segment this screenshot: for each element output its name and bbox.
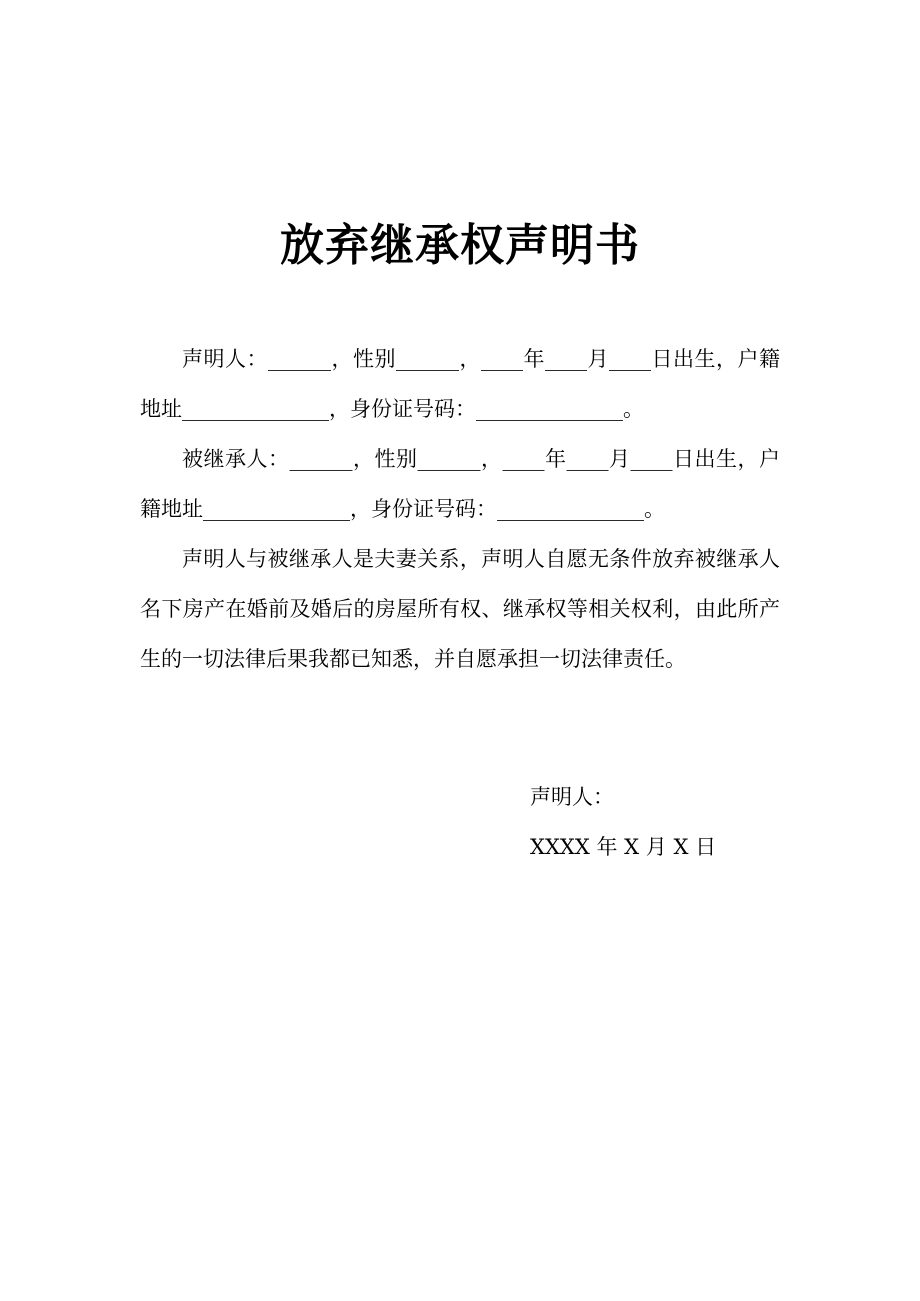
document-body — [140, 334, 780, 684]
paragraph-decedent-info: 被继承人：______，性别______，____年____月____日出生，户籍地址______________，身份证号码：______________。 — [140, 447, 780, 521]
signature-signer-label: 声明人： — [530, 785, 614, 809]
paragraph-declarant-info: 声明人：______，性别______，____年____月____日出生，户籍地址______________，身份证号码：______________。 — [140, 347, 780, 421]
document-title: 放弃继承权声明书 — [280, 220, 640, 271]
paragraph-declaration-statement: 声明人与被继承人是夫妻关系，声明人自愿无条件放弃被继承人名下房产在婚前及婚后的房屋所有权、继承权等相关权利，由此所产生的一切法律后果我都已知悉，并自愿承担一切法律责任。 — [140, 547, 780, 671]
signature-date: XXXX 年 X 月 X 日 — [530, 835, 717, 859]
signature-block — [530, 772, 920, 872]
